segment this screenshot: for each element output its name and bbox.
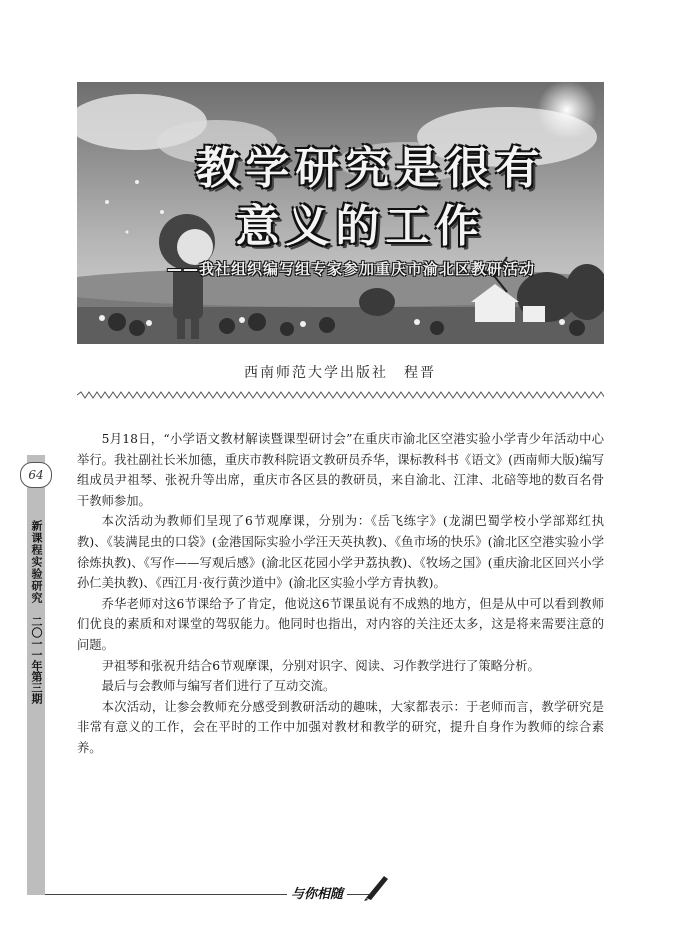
- paragraph: 最后与会教师与编写者们进行了互动交流。: [101, 679, 336, 694]
- banner-title-line2: 意义的工作: [235, 201, 486, 252]
- banner-subtitle: ——我社组织编写组专家参加重庆市渝北区教研活动: [167, 260, 536, 278]
- paragraph: 5月18日，“小学语文教材解读暨课型研讨会”在重庆市渝北区空港实验小学青少年活动中心举行。我社副社长米加德，重庆市教科院语文教研员乔华，课标教科书《语文》(西南师大版)编写组成员尹祖琴、张祝升等出席，重庆市各区县的教研员，来自渝北、江津、北碚等地的数百名骨干教师参加。: [77, 432, 604, 508]
- pen-icon: [362, 872, 392, 902]
- article-body: [77, 429, 604, 759]
- paragraph: 尹祖琴和张祝升结合6节观摩课，分别对识字、阅读、习作教学进行了策略分析。: [101, 658, 540, 673]
- journal-name: 新课程实验研究: [30, 520, 43, 604]
- wavy-divider: [77, 390, 604, 400]
- footer-column-name: 与你相随: [287, 883, 347, 902]
- banner-illustration: [77, 82, 604, 344]
- page-number: 64: [20, 462, 52, 488]
- paragraph: 本次活动，让参会教师充分感受到教研活动的趣味，大家都表示：于老师而言，教学研究是非常有意义的工作，会在平时的工作中加强对教材和教学的研究，提升自身作为教师的综合素养。: [77, 699, 604, 755]
- issue-label: 二〇一一年第三期: [30, 616, 43, 704]
- author-byline: 西南师范大学出版社 程晋: [244, 365, 436, 381]
- paragraph: 本次活动为教师们呈现了6节观摩课，分别为：《岳飞练字》(龙湖巴蜀学校小学部郑红执教)、《装满昆虫的口袋》(金港国际实验小学汪天英执教)、《鱼市场的快乐》(渝北区空港实验小学徐炼执教)、《写作——写观后感》(渝北区花园小学尹荔执教)、《牧场之国》(重庆渝北区回兴小学孙仁美执教)、《西江月·夜行黄沙道中》(渝北区实验小学方青执教)。: [77, 514, 604, 591]
- banner-title-line1: 教学研究是很有: [195, 143, 546, 194]
- paragraph: 乔华老师对这6节课给予了肯定，他说这6节课虽说有不成熟的地方，但是从中可以看到教师们优良的素质和对课堂的驾驭能力。他同时也指出，对内容的关注还太多，这是将来需要注意的问题。: [77, 596, 604, 652]
